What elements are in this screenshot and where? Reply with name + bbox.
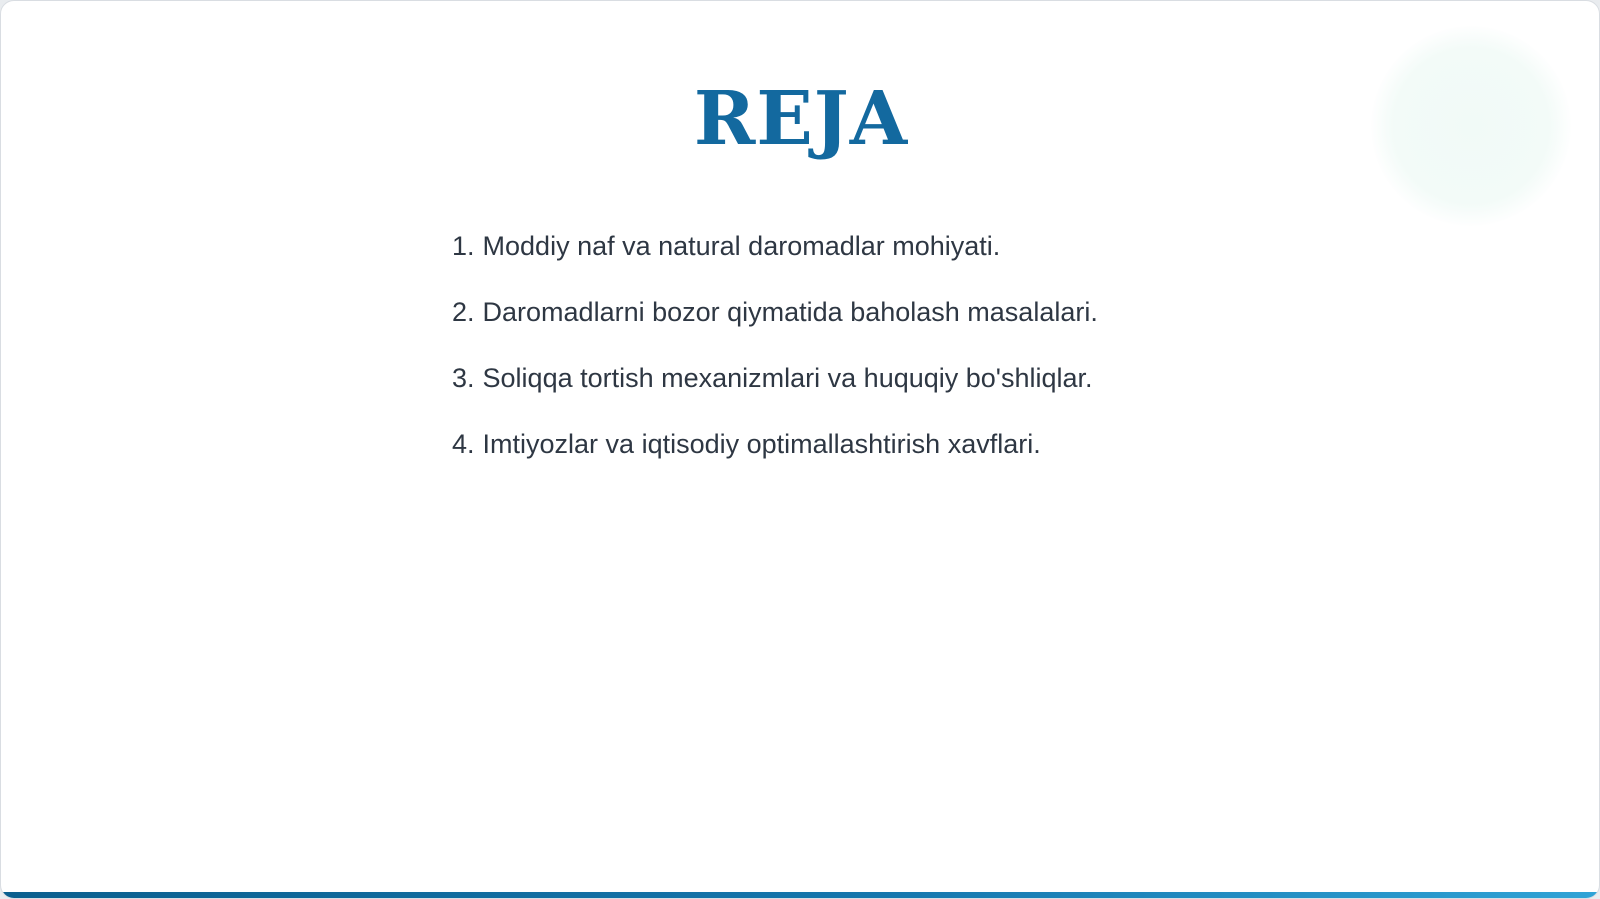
accent-bar [1, 892, 1599, 898]
agenda-item [452, 359, 1098, 397]
agenda-item-text: Daromadlarni bozor qiymatida baholash masalalari. [482, 297, 1098, 327]
agenda-item-number: 1. [452, 231, 475, 261]
slide-title: REJA [693, 76, 909, 162]
agenda-item-text: Soliqqa tortish mexanizmlari va huquqiy bo'shliqlar. [482, 363, 1093, 393]
agenda-item-text: Imtiyozlar va iqtisodiy optimallashtirish xavflari. [482, 429, 1041, 459]
agenda-item [452, 293, 1098, 331]
agenda-list [452, 227, 1098, 491]
agenda-item-number: 3. [452, 363, 475, 393]
agenda-item-number: 2. [452, 297, 475, 327]
agenda-item-text: Moddiy naf va natural daromadlar mohiyati. [482, 231, 1001, 261]
agenda-item [452, 227, 1098, 265]
agenda-item [452, 425, 1098, 463]
agenda-item-number: 4. [452, 429, 475, 459]
